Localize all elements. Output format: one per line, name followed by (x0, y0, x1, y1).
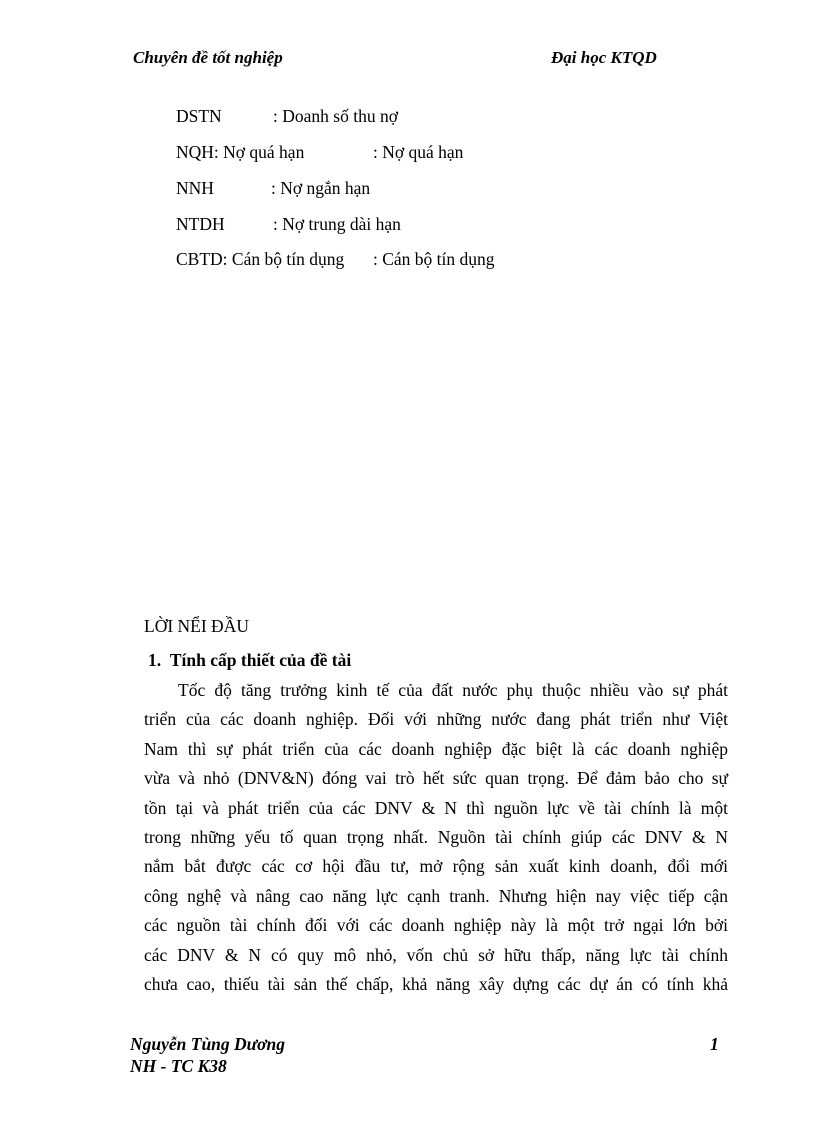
intro-paragraph (144, 676, 728, 999)
section-title (148, 650, 351, 671)
paragraph-line: Tốc độ tăng trưởng kinh tế của đất nước phụ thuộc nhiều vào sự phát (178, 680, 728, 700)
abbreviation-meaning: : Doanh số thu nợ (273, 106, 398, 126)
abbreviation-meaning: : Nợ ngắn hạn (271, 178, 371, 198)
abbreviation-term: NQH: Nợ quá hạn (176, 142, 305, 162)
section-number: 1. (148, 650, 162, 670)
paragraph-line: công nghệ và nâng cao năng lực cạnh tranh. Nhưng hiện nay việc tiếp cận (144, 885, 728, 906)
footer-author: Nguyễn Tùng Dương (130, 1034, 286, 1054)
paragraph-line: trong những yếu tố quan trọng nhất. Nguồn tài chính giúp các DNV & N (144, 827, 728, 848)
abbreviation-term: NTDH (176, 214, 225, 234)
paragraph-line: vừa và nhỏ (DNV&N) đóng vai trò hết sức quan trọng. Để đảm bảo cho sự (144, 768, 728, 789)
abbreviation-meaning: : Nợ trung dài hạn (273, 214, 401, 234)
paragraph-line: nắm bắt được các cơ hội đầu tư, mở rộng sản xuất kinh doanh, đổi mới (144, 856, 728, 877)
intro-heading: LỜI NỂI ĐẦU (144, 616, 249, 636)
paragraph-line: chưa cao, thiếu tài sản thế chấp, khả năng xây dựng các dự án có tính khả (144, 974, 728, 995)
abbreviation-term: CBTD: Cán bộ tín dụng (176, 249, 345, 269)
footer-class: NH - TC K38 (130, 1056, 227, 1076)
paragraph-line: các DNV & N có quy mô nhỏ, vốn chủ sở hữu thấp, năng lực tài chính (144, 944, 728, 965)
abbreviation-meaning: : Nợ quá hạn (373, 142, 464, 162)
section-title-text: Tính cấp thiết của đề tài (169, 650, 352, 670)
paragraph-line: Nam thì sự phát triển của các doanh nghiệp đặc biệt là các doanh nghiệp (144, 738, 728, 759)
header-right-title: Đại học KTQD (551, 48, 657, 67)
paragraph-line: các nguồn tài chính đối với các doanh nghiệp này là một trở ngại lớn bởi (144, 915, 728, 936)
abbreviation-term: NNH (176, 178, 214, 198)
paragraph-line: tồn tại và phát triển của các DNV & N thì nguồn lực về tài chính là một (144, 797, 728, 818)
abbreviation-meaning: : Cán bộ tín dụng (373, 249, 495, 269)
page-number: 1 (710, 1034, 719, 1054)
header-left-title: Chuyên đề tốt nghiệp (133, 48, 283, 67)
paragraph-line: triển của các doanh nghiệp. Đối với những nước đang phát triển như Việt (144, 709, 728, 730)
abbreviation-term: DSTN (176, 106, 222, 126)
